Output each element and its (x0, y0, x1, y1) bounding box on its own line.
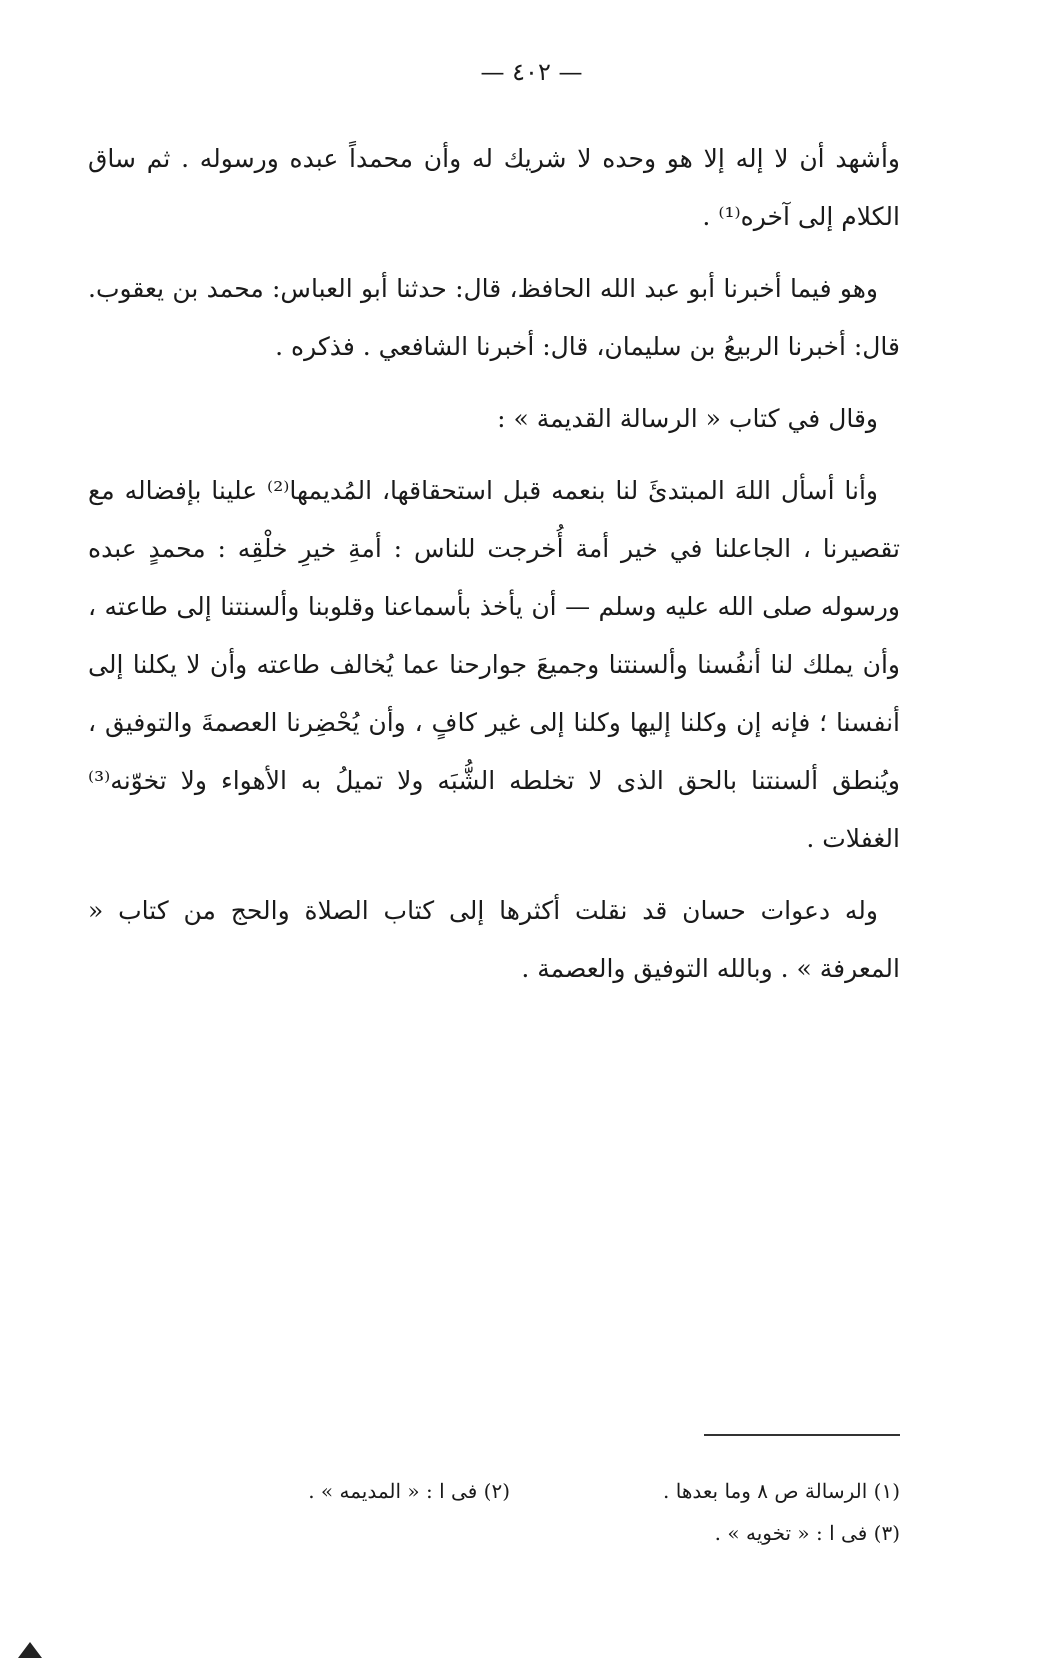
paragraph-2: وهو فيما أخبرنا أبو عبد الله الحافظ، قال: حدثنا أبو العباس: محمد بن يعقوب. قال: أخبرنا الربيعُ بن سليمان، قال: أخبرنا الشافعي . فذكره . (88, 274, 900, 361)
page-number: — ٤٠٢ — (480, 58, 583, 86)
footnote-2: (٢) فى ا : « المديمه » . (308, 1479, 510, 1503)
footnote-row-1 (120, 1470, 900, 1512)
footnote-3: (٣) فى ا : « تخويه » . (714, 1521, 900, 1545)
scan-corner-mark (18, 1642, 42, 1658)
footnote-divider (704, 1434, 900, 1436)
paragraph-4: وأنا أسأل اللهَ المبتدئَ لنا بنعمه قبل استحقاقها، المُديمها⁽²⁾ علينا بإفضاله مع تقصيرنا ، الجاعلنا في خير أمة أُخرجت للناس : أمةِ خيرِ خلْقِه : محمدٍ عبده ورسوله صلى الله عليه وسلم — أن يأخذ بأسماعنا وقلوبنا وألسنتنا إلى طاعته ، وأن يملك لنا أنفُسنا وألسنتنا وجميعَ جوارحنا عما يُخالف طاعته وأن لا يكلنا إلى أنفسنا ؛ فإنه إن وكلنا إليها وكلنا إلى غير كافٍ ، وأن يُحْضِرنا العصمةَ والتوفيق ، ويُنطق ألسنتنا بالحق الذى لا تخلطه الشُّبَه ولا تميلُ به الأهواء ولا تخوّنه⁽³⁾ الغفلات . (88, 476, 900, 853)
paragraph-3: وقال في كتاب « الرسالة القديمة » : (497, 404, 878, 433)
paragraph-1: وأشهد أن لا إله إلا هو وحده لا شريك له وأن محمداً عبده ورسوله . ثم ساق الكلام إلى آخره⁽¹⁾ . (88, 144, 900, 231)
footnotes (120, 1470, 900, 1554)
body-text (88, 130, 900, 1012)
footnote-1: (١) الرسالة ص ٨ وما بعدها . (663, 1479, 900, 1503)
footnote-row-2 (120, 1512, 900, 1554)
paragraph-5: وله دعوات حسان قد نقلت أكثرها إلى كتاب الصلاة والحج من كتاب « المعرفة » . وبالله التوفيق والعصمة . (88, 896, 900, 983)
